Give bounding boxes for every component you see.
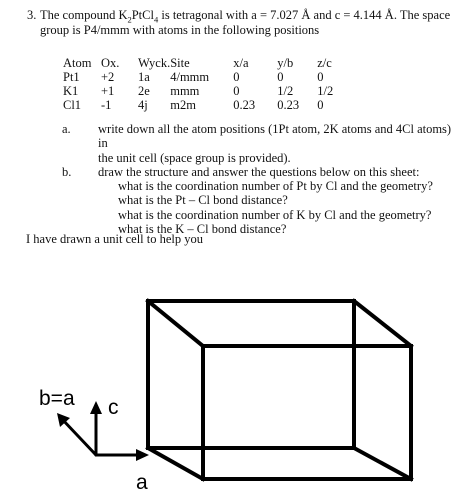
intro-text-middle: PtCl	[131, 8, 154, 22]
table-cell: 1/2	[317, 84, 334, 98]
unit-cell-front-face	[148, 301, 354, 448]
table-cell: Pt1	[63, 70, 80, 84]
unit-cell-back-face	[203, 346, 411, 479]
part-a-line: the unit cell (space group is provided).	[98, 150, 291, 165]
table-cell: 0.23	[277, 98, 300, 112]
subquestion: what is the Pt – Cl bond distance?	[118, 193, 288, 208]
intro-text-start: The compound K	[40, 8, 128, 22]
table-cell: 1a	[138, 70, 150, 84]
table-cell: +1	[101, 84, 115, 98]
table-cell: 0	[233, 84, 240, 98]
unit-cell-edge	[148, 448, 203, 479]
subquestion: what is the coordination number of Pt by Cl and the geometry?	[118, 179, 433, 194]
c-axis-arrowhead	[90, 401, 102, 414]
table-cell: -1	[101, 98, 112, 112]
intro-text-end: is tetragonal with a = 7.027 Å and c = 4.144 Å. The space group is P4/mmm with atoms in the following positions	[40, 8, 451, 37]
table-cell: 4j	[138, 98, 148, 112]
table-cell: mmm	[170, 84, 200, 98]
table-cell: Cl1	[63, 98, 82, 112]
subquestion: what is the coordination number of K by Cl and the geometry?	[118, 207, 432, 222]
table-cell: 0	[317, 70, 324, 84]
header-wyckoff: Wyck.	[138, 56, 171, 70]
table-cell: 1/2	[277, 84, 294, 98]
unit-cell-edge	[354, 301, 411, 346]
table-cell: 0.23	[233, 98, 256, 112]
table-cell: 0	[317, 98, 324, 112]
header-z: z/c	[317, 56, 332, 70]
header-oxidation: Ox.	[101, 56, 120, 70]
table-cell: 2e	[138, 84, 150, 98]
c-axis-label: c	[108, 396, 119, 419]
table-cell: 0	[233, 70, 240, 84]
header-atom: Atom	[63, 56, 92, 70]
part-a-label: a.	[62, 122, 71, 136]
part-a-line: write down all the atom positions (1Pt atom, 2K atoms and 4Cl atoms) in	[98, 122, 452, 151]
table-cell: 4/mmm	[170, 70, 210, 84]
unit-cell-edge	[148, 301, 203, 346]
unit-cell-edge	[354, 448, 411, 479]
table-cell: 0	[277, 70, 284, 84]
formula-subscript-cl: 4	[153, 14, 159, 25]
a-axis-arrowhead	[136, 449, 149, 461]
header-x: x/a	[233, 56, 249, 70]
question-number: 3.	[27, 8, 37, 22]
b-axis-label: b=a	[39, 387, 75, 410]
a-axis-label: a	[136, 471, 148, 494]
helper-note: I have drawn a unit cell to help you	[26, 232, 204, 246]
b-axis-arrow-line	[61, 418, 96, 455]
header-y: y/b	[277, 56, 294, 70]
table-cell: m2m	[170, 98, 196, 112]
part-b-label: b.	[62, 164, 72, 179]
part-b-line: draw the structure and answer the questions below on this sheet:	[98, 164, 420, 179]
formula-subscript-k: 2	[127, 14, 132, 25]
subquestion: what is the K – Cl bond distance?	[118, 222, 287, 237]
table-cell: +2	[101, 70, 115, 84]
table-cell: K1	[63, 84, 79, 98]
header-site: Site	[170, 56, 190, 70]
